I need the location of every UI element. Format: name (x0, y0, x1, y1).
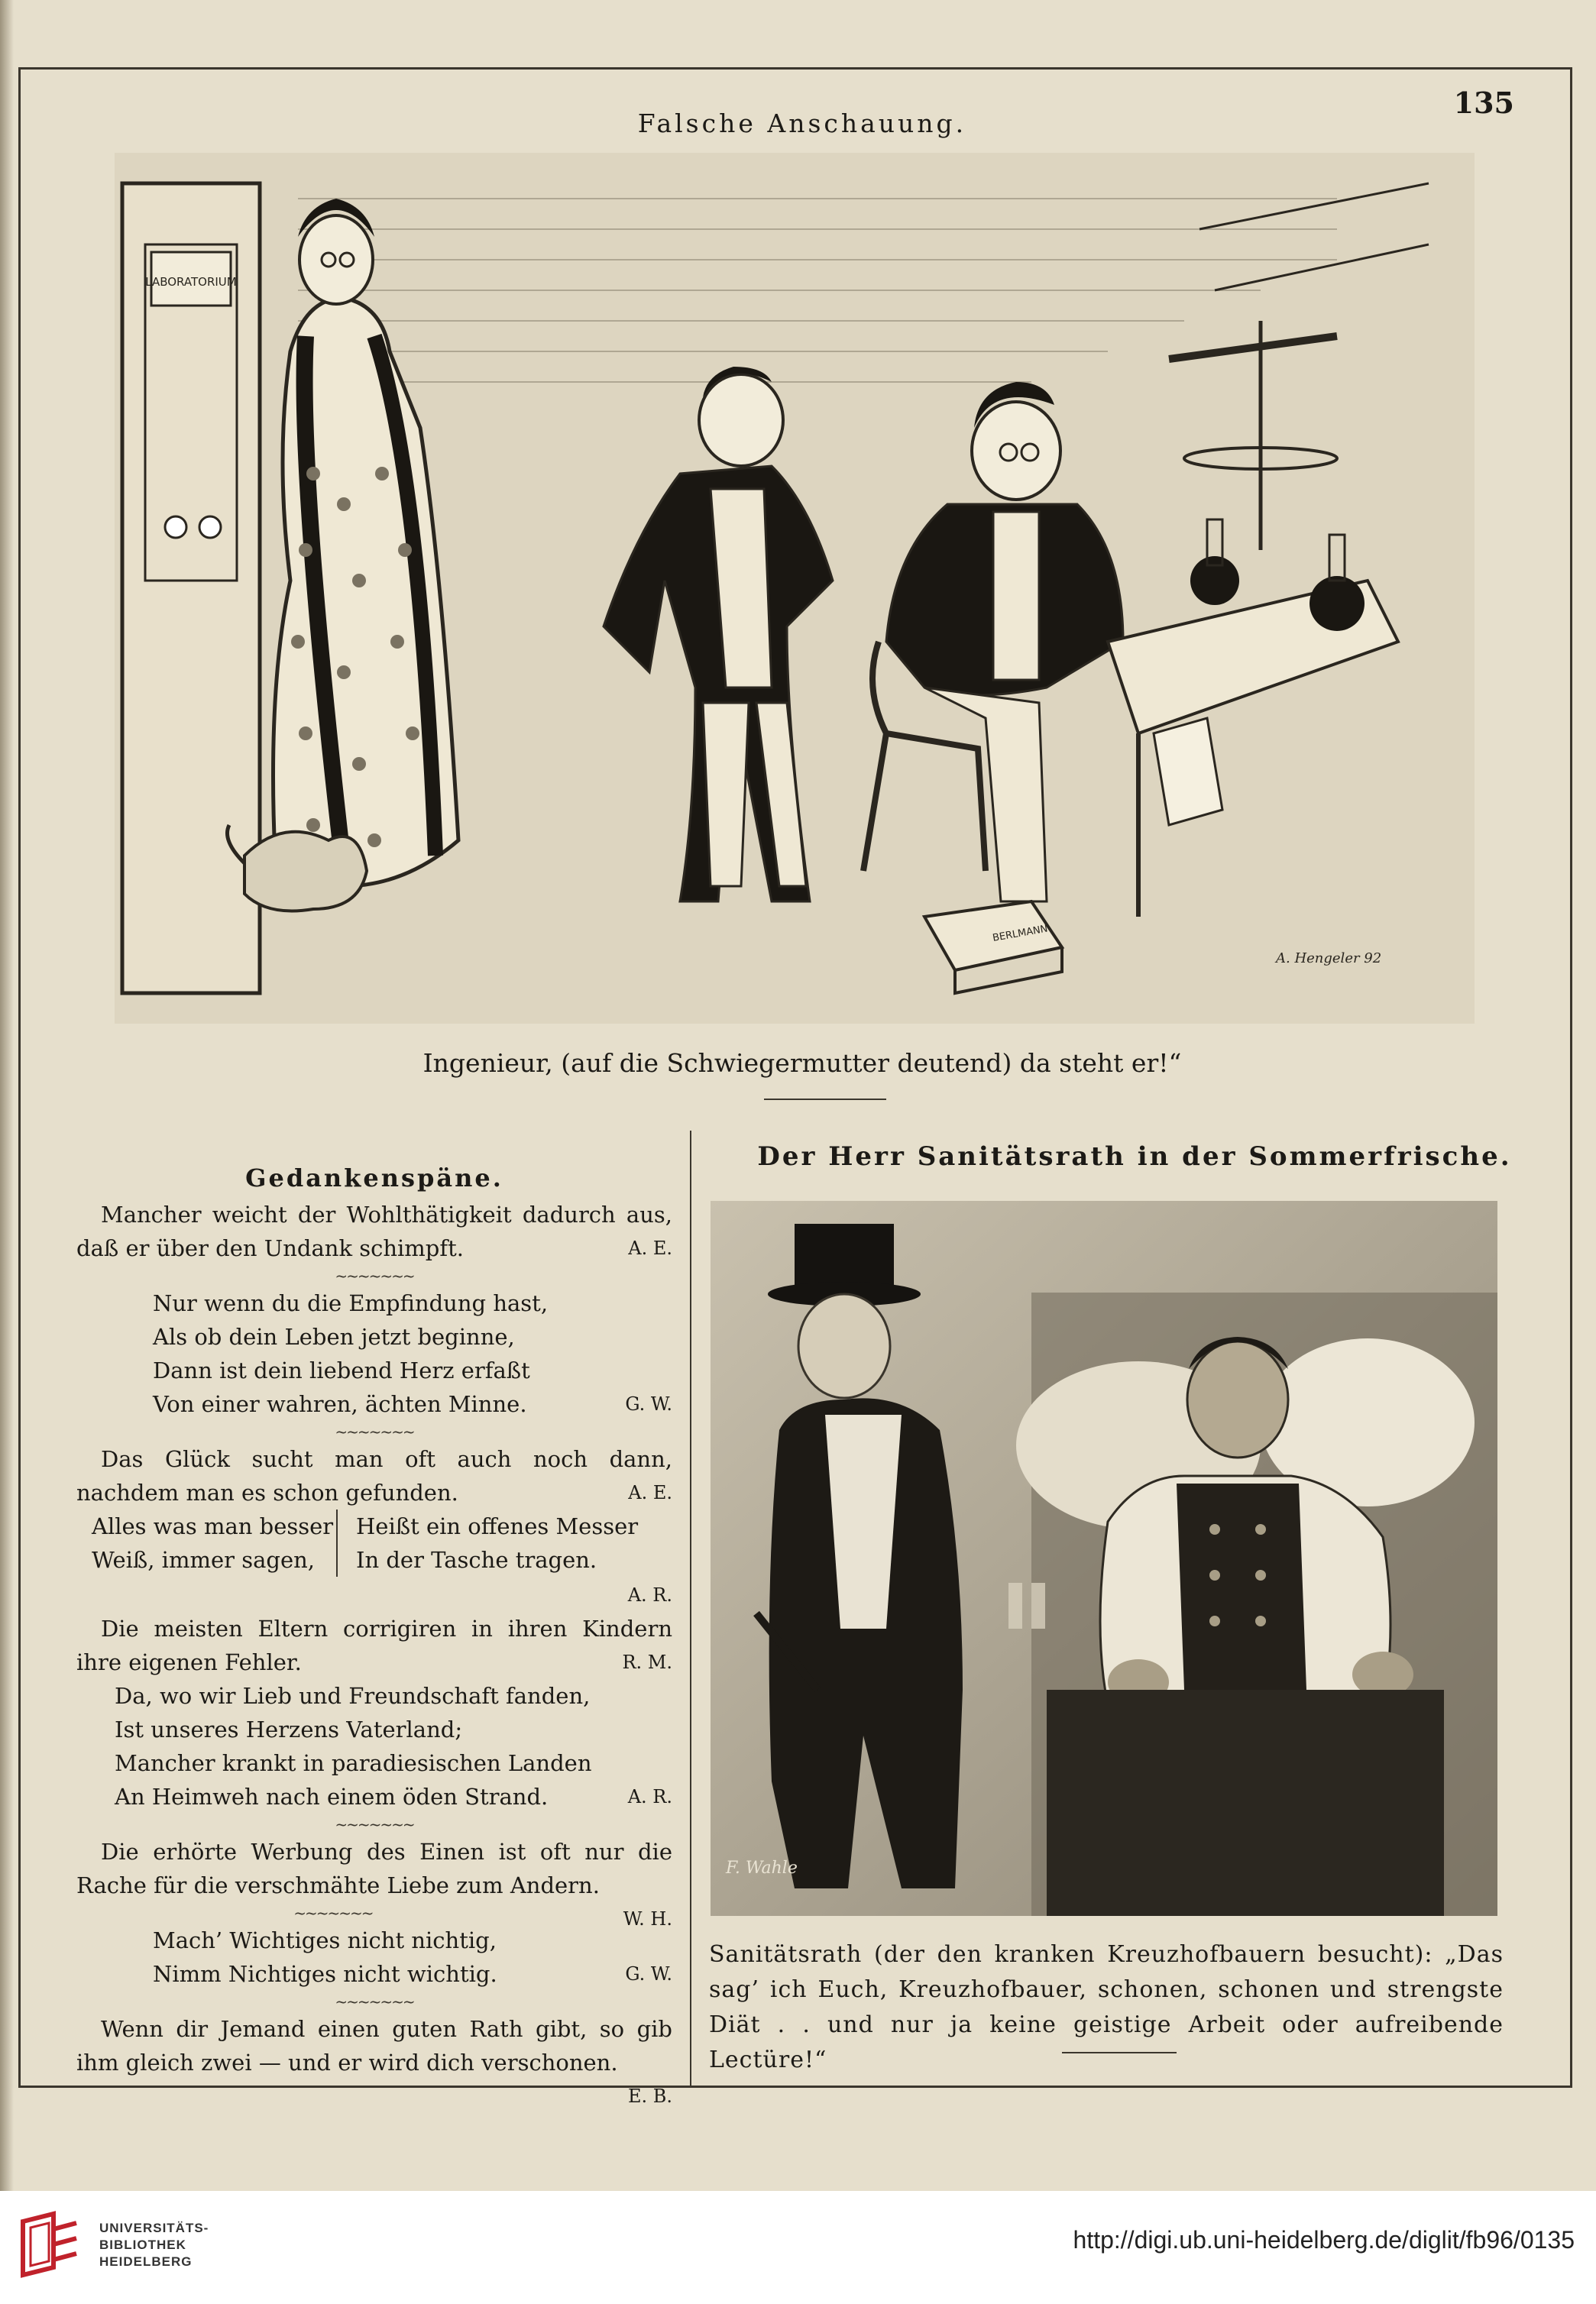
illustration-signature: F. Wahle (726, 1859, 798, 1878)
aphorism-text: Das Glück sucht man oft auch noch dann, nachdem man es schon gefunden. (76, 1446, 672, 1506)
verse-line: Als ob dein Leben jetzt beginne, (153, 1324, 515, 1350)
verse-line: Alles was man besser (92, 1513, 334, 1539)
aphorism-1 (76, 1198, 672, 1265)
page-number: 135 (1453, 86, 1514, 120)
split-verse-right (338, 1510, 638, 1577)
left-column-heading: Gedankenspäne. (245, 1163, 503, 1192)
source-url-link[interactable]: http://digi.ub.uni-heidelberg.de/diglit/fb96/0135 (1073, 2226, 1575, 2254)
verse-line: Da, wo wir Lieb und Freundschaft fanden, (115, 1683, 591, 1709)
library-name (99, 2220, 209, 2270)
university-library-logo (15, 2206, 92, 2283)
aphorism-text: Mancher weicht der Wohlthätigkeit dadurch aus, daß er über den Undank schimpft. (76, 1202, 672, 1261)
verse-2 (76, 1679, 672, 1814)
verse-1 (76, 1286, 672, 1421)
aphorism-5 (76, 2012, 672, 2107)
aphorism-2 (76, 1442, 672, 1510)
verse-line: Dann ist dein liebend Herz erfaßt (153, 1357, 530, 1383)
right-column-heading: Der Herr Sanitätsrath in der Sommerfrische. (757, 1141, 1512, 1172)
verse-signature: G. W. (625, 1963, 672, 1985)
aphorism-text: Die erhörte Werbung des Einen ist oft nur die Rache für die verschmähte Liebe zum Andern. (76, 1839, 672, 1898)
verse-line: In der Tasche tragen. (356, 1547, 597, 1573)
ornament-divider: ~~~~~~~ (335, 1815, 414, 1833)
library-name-line: UNIVERSITÄTS- (99, 2221, 209, 2235)
laboratory-cartoon-illustration (115, 153, 1475, 1024)
ornament-divider: ~~~~~~~ (335, 1992, 414, 2011)
book-stack-icon (15, 2206, 92, 2283)
aphorism-signature: A. E. (628, 1238, 672, 1259)
ornament-divider: ~~~~~~~ (293, 1904, 373, 1922)
cartoon-artist-signature: A. Hengeler 92 (1276, 950, 1382, 966)
footer-bar (0, 2191, 1596, 2304)
verse-line: Von einer wahren, ächten Minne. G. W. (153, 1387, 672, 1421)
verse-3 (76, 1924, 672, 1991)
caption-divider (1062, 2052, 1177, 2053)
verse-line: Nur wenn du die Empfindung hast, (153, 1290, 549, 1316)
caption-divider (764, 1099, 886, 1100)
ornament-divider: ~~~~~~~ (335, 1267, 414, 1285)
verse-line: Nimm Nichtiges nicht wichtig. G. W. (153, 1957, 672, 1991)
split-verse-signature-row (76, 1577, 672, 1612)
left-column (76, 1161, 672, 2113)
cartoon-caption: Ingenieur, (auf die Schwiegermutter deutend) da steht er!“ (422, 1048, 1182, 1078)
verse-line: Heißt ein offenes Messer (356, 1513, 639, 1539)
sanitaetsrath-caption: Sanitätsrath (der den kranken Kreuzhofbauern besucht): „Das sag’ ich Euch, Kreuzhofbauer, schonen, schonen und strengste Diät . . und nur ja keine geistige Arbeit oder aufreibende Lectüre!“ (709, 1941, 1504, 2073)
verse-line: Weiß, immer sagen, (92, 1547, 315, 1573)
aphorism-text: Die meisten Eltern corrigiren in ihren Kindern ihre eigenen Fehler. (76, 1616, 672, 1675)
verse-line: An Heimweh nach einem öden Strand. A. R. (115, 1780, 672, 1814)
door-sign-text: LABORATORIUM (145, 275, 237, 289)
library-name-line: BIBLIOTHEK (99, 2238, 186, 2252)
aphorism-signature: R. M. (622, 1652, 672, 1673)
aphorism-4 (76, 1835, 672, 1930)
aphorism-signature: E. B. (627, 2086, 672, 2107)
book-label-text: BERLMANN (992, 923, 1049, 944)
library-name-line: HEIDELBERG (99, 2254, 193, 2269)
split-verse (76, 1510, 672, 1577)
verse-line: Mach’ Wichtiges nicht nichtig, (153, 1927, 497, 1953)
verse-signature: G. W. (625, 1393, 672, 1415)
verse-line: Mancher krankt in paradiesischen Landen (115, 1750, 592, 1776)
verse-signature: A. R. (627, 1786, 672, 1807)
aphorism-signature: W. H. (623, 1908, 672, 1930)
aphorism-text: Wenn dir Jemand einen guten Rath gibt, so gib ihm gleich zwei — und er wird dich verschonen. (76, 2016, 672, 2076)
split-verse-left (92, 1510, 338, 1577)
aphorism-signature: A. E. (628, 1482, 672, 1503)
column-rule (690, 1131, 691, 2086)
verse-line: Ist unseres Herzens Vaterland; (115, 1717, 463, 1743)
aphorism-3 (76, 1612, 672, 1679)
cartoon-title: Falsche Anschauung. (637, 108, 967, 138)
page-binding-shadow (0, 0, 14, 2191)
sanitaetsrath-illustration (711, 1201, 1497, 1916)
verse-signature: A. R. (627, 1584, 672, 1606)
ornament-divider: ~~~~~~~ (335, 1422, 414, 1441)
